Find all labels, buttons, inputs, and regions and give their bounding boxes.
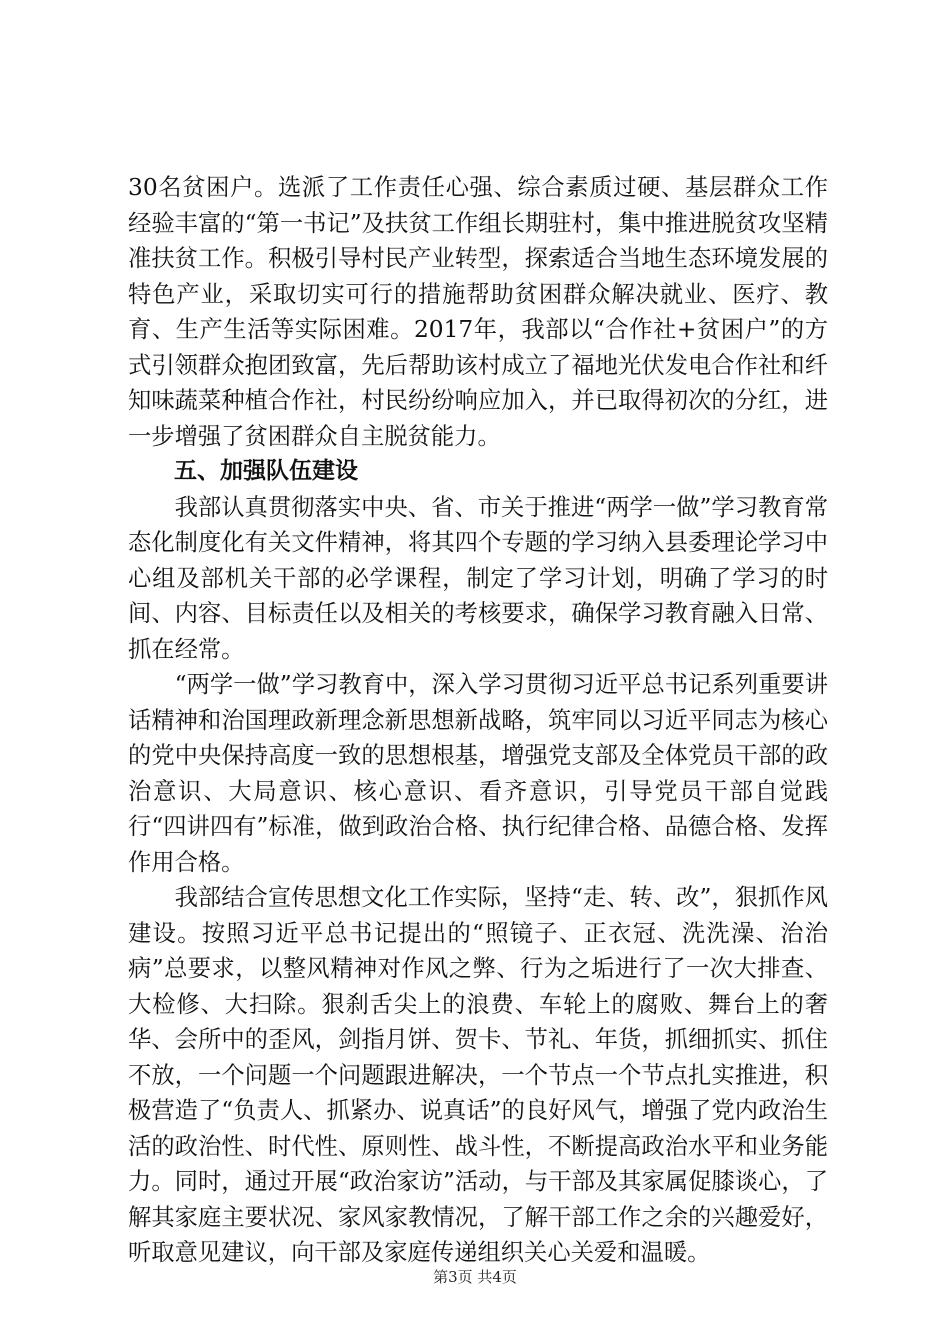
document-body: [128, 170, 828, 1271]
paragraph-two-studies: “两学一做”学习教育中，深入学习贯彻习近平总书记系列重要讲话精神和治国理政新理念新思想新战略，筑牢同以习近平同志为核心的党中央保持高度一致的思想根基，增强党支部及全体党员干部的政治意识、大局意识、核心意识、看齐意识，引导党员干部自觉践行“四讲四有”标准，做到政治合格、执行纪律合格、品德合格、发挥作用合格。: [128, 671, 828, 876]
section-heading: 五、加强队伍建设: [174, 458, 358, 484]
paragraph-study-education: 我部认真贯彻落实中央、省、市关于推进“两学一做”学习教育常态化制度化有关文件精神，将其四个专题的学习纳入县委理论学习中心组及部机关干部的必学课程，制定了学习计划，明确了学习的时间、内容、目标责任以及相关的考核要求，确保学习教育融入日常、抓在经常。: [128, 493, 828, 663]
paragraph-continued: 30名贫困户。选派了工作责任心强、综合素质过硬、基层群众工作经验丰富的“第一书记”及扶贫工作组长期驻村，集中推进脱贫攻坚精准扶贫工作。积极引导村民产业转型，探索适合当地生态环境发展的特色产业，采取切实可行的措施帮助贫困群众解决就业、医疗、教育、生产生活等实际困难。2017年，我部以“合作社+贫困户”的方式引领群众抱团致富，先后帮助该村成立了福地光伏发电合作社和纤知味蔬菜种植合作社，村民纷纷响应加入，并已取得初次的分红，进一步增强了贫困群众自主脱贫能力。: [128, 174, 828, 450]
paragraph-work-style: 我部结合宣传思想文化工作实际，坚持“走、转、改”，狠抓作风建设。按照习近平总书记提出的“照镜子、正衣冠、洗洗澡、治治病”总要求，以整风精神对作风之弊、行为之垢进行了一次大排查、大检修、大扫除。狠刹舌尖上的浪费、车轮上的腐败、舞台上的奢华、会所中的歪风，剑指月饼、贺卡、节礼、年货，抓细抓实、抓住不放，一个问题一个问题跟进解决，一个节点一个节点扎实推进，积极营造了“负责人、抓紧办、说真话”的良好风气，增强了党内政治生活的政治性、时代性、原则性、战斗性，不断提高政治水平和业务能力。同时，通过开展“政治家访”活动，与干部及其家属促膝谈心，了解其家庭主要状况、家风家教情况，了解干部工作之余的兴趣爱好，听取意见建议，向干部及家庭传递组织关心关爱和温暖。: [128, 884, 828, 1266]
page-number-footer: 第3页 共4页: [433, 1268, 517, 1286]
